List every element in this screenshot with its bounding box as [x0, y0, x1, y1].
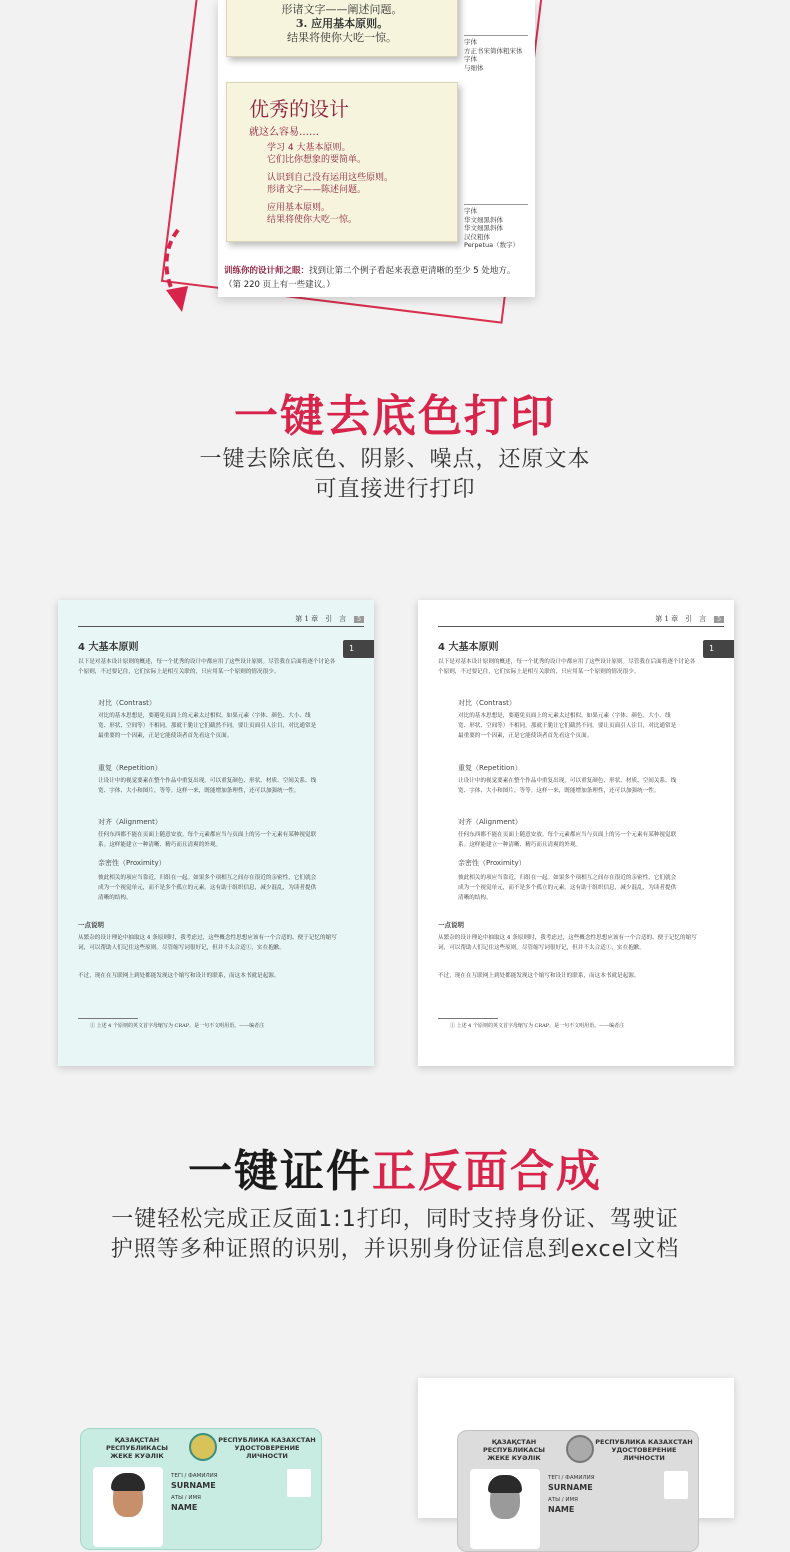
page-title: 4 大基本原则	[438, 642, 499, 653]
chapter-label: 第 1 章 引 言	[655, 615, 707, 623]
id-card-processed	[457, 1430, 699, 1552]
card-header-line: РЕСПУБЛИКА КАЗАХСТАН	[218, 1436, 316, 1444]
note-heading: 一点说明	[78, 921, 104, 929]
card-header-kz	[87, 1436, 187, 1460]
section-heading: 对齐（Alignment）	[98, 818, 162, 826]
name-value: NAME	[548, 1505, 575, 1514]
side-line: 汉仪粗体	[464, 232, 490, 241]
chapter-tab: 1	[343, 640, 374, 658]
section-text: 让设计中的视觉要素在整个作品中重复出现。可以重复颜色、形状、材质、空间关系、线宽、字体、大小和图片，等等。这样一来，既能增加条理性，还可以加强统一性。	[98, 778, 317, 794]
note-title: 优秀的设计	[249, 97, 349, 121]
side-line: 字体	[464, 38, 477, 46]
page-header	[78, 614, 364, 627]
card-header-ru	[594, 1438, 694, 1462]
note-text-2: 不过，现在在互联网上到处都能发现这个缩写和设计的联系，而这本书就是起源。	[438, 973, 640, 979]
surname-value: SURNAME	[171, 1481, 216, 1490]
section-heading: 对齐（Alignment）	[458, 818, 522, 826]
note-text-2: 不过，现在在互联网上到处都能发现这个缩写和设计的联系，而这本书就是起源。	[78, 973, 280, 979]
side-line: 与细体	[464, 63, 484, 72]
card-header-line: ҚАЗАҚСТАН РЕСПУБЛИКАСЫ	[105, 1436, 169, 1452]
portrait-photo	[470, 1469, 540, 1549]
footnote: ① 上述 4 个原则的英文首字母缩写为 CRAP，是一句不文明用语。——编者注	[450, 1023, 625, 1029]
id-card-original	[80, 1428, 322, 1550]
surname-label: ТЕГІ / ФАМИЛИЯ	[171, 1473, 218, 1479]
side-note-1	[464, 35, 528, 72]
doc-page-cleaned	[418, 600, 734, 1066]
card-header-line: ЖЕКЕ КУӘЛІК	[110, 1452, 164, 1460]
side-line: 华文细黑斜体	[464, 215, 503, 224]
card-header-kz	[464, 1438, 564, 1462]
card-header-line: УДОСТОВЕРЕНИЕ ЛИЧНОСТИ	[234, 1444, 300, 1460]
note-line: 应用基本原则。	[267, 203, 331, 213]
name-label: АТЫ / ИМЯ	[548, 1497, 579, 1503]
footnote-rule	[78, 1018, 138, 1019]
footnote: ① 上述 4 个原则的英文首字母缩写为 CRAP，是一句不文明用语。——编者注	[90, 1023, 265, 1029]
surname-label: ТЕГІ / ФАМИЛИЯ	[548, 1475, 595, 1481]
emblem-icon	[189, 1433, 217, 1461]
note-heading: 一点说明	[438, 921, 464, 929]
section-text: 对比的基本思想是，要避免页面上的元素太过相似。如果元素（字体、颜色、大小、线宽、形状、空间等）不相同，那就干脆让它们截然不同。要让页面引人注目，对比通常是最重要的一个因素，正是它能使读者首先看这个页面。	[98, 713, 317, 739]
section2-title-red: 正反面合成	[372, 1146, 602, 1197]
section1-title: 一键去底色打印	[234, 391, 556, 442]
note-text: 从繁杂的设计理论中抽取这 4 条原则时，我考虑过，这些概念性思想应该有一个合适的、便于记忆的缩写词，可以帮助人们记住这些原则。尽管缩写词很好记，但并不太合适①，实在抱歉。	[78, 935, 337, 951]
exercise-text	[224, 264, 528, 292]
section1-subtitle-line1: 一键去除底色、阴影、噪点，还原文本	[199, 447, 591, 472]
chapter-label: 第 1 章 引 言	[295, 615, 347, 623]
book-page	[218, 0, 535, 297]
name-label: АТЫ / ИМЯ	[171, 1495, 202, 1501]
side-line: 华文细黑斜体	[464, 224, 503, 232]
footnote-rule	[438, 1018, 498, 1019]
page-header	[438, 614, 724, 627]
intro-text: 以下是对基本设计原则的概述，每一个优秀的设计中都应用了这些设计原则。尽管我在后面将逐个讨论各个原则，不过要记住，它们实际上是相互关联的，只应用某一个原则的情况很少。	[78, 659, 336, 675]
section-text: 让设计中的视觉要素在整个作品中重复出现。可以重复颜色、形状、材质、空间关系、线宽、字体、大小和图片，等等。这样一来，既能增加条理性，还可以加强统一性。	[458, 778, 677, 794]
section-heading: 亲密性（Proximity）	[458, 859, 526, 867]
section-text: 彼此相关的项应当靠近，归组在一起。如果多个项相互之间存在很近的亲密性，它们就会成为一个视觉单元，而不是多个孤立的元素。这有助于组织信息，减少混乱，为读者提供清晰的结构。	[458, 875, 677, 901]
card-header-line: РЕСПУБЛИКА КАЗАХСТАН	[595, 1438, 693, 1446]
note-line: 它们比你想象的要简单。	[267, 155, 367, 165]
note-line: 认识到自己没有运用这些原则。	[267, 173, 394, 183]
exercise-label: 训练你的设计师之眼：	[224, 266, 310, 276]
side-note-2	[464, 204, 528, 250]
curved-arrow-icon	[158, 228, 198, 313]
page-number: 5	[354, 616, 364, 623]
note-subtitle: 就这么容易……	[249, 127, 319, 138]
hair-shape	[111, 1473, 145, 1491]
surname-value: SURNAME	[548, 1483, 593, 1492]
note-line: 结果将使你大吃一惊。	[267, 215, 358, 225]
name-value: NAME	[171, 1503, 198, 1512]
side-line: 字体	[464, 207, 477, 215]
card-header-line: ҚАЗАҚСТАН РЕСПУБЛИКАСЫ	[482, 1438, 546, 1454]
section2-subtitle-line2: 护照等多种证照的识别，并识别身份证信息到excel文档	[110, 1237, 680, 1262]
section-text: 对比的基本思想是，要避免页面上的元素太过相似。如果元素（字体、颜色、大小、线宽、形状、空间等）不相同，那就干脆让它们截然不同。要让页面引人注目，对比通常是最重要的一个因素，正是它能使读者首先看这个页面。	[458, 713, 677, 739]
exercise-body: 找到让第二个例子看起来表意更清晰的至少 5 处地方。（第 220 页上有一些建议。）	[224, 266, 516, 290]
section1-subtitle-line2: 可直接进行打印	[314, 477, 476, 502]
section-heading: 亲密性（Proximity）	[98, 859, 166, 867]
section-text: 任何东西都不能在页面上随意安放。每个元素都应当与页面上的另一个元素有某种视觉联系。这样能建立一种清晰、精巧而且清爽的外观。	[98, 832, 317, 848]
chapter-tab: 1	[703, 640, 734, 658]
section-heading: 重复（Repetition）	[458, 764, 522, 772]
side-line: 方正书宋简体粗宋体字体	[464, 46, 523, 63]
section-heading: 重复（Repetition）	[98, 764, 162, 772]
note-line: 3. 应用基本原则。	[295, 17, 389, 30]
mini-portrait	[287, 1469, 311, 1497]
note-line: 结果将使你大吃一惊。	[287, 31, 397, 44]
sticky-note-design	[226, 82, 458, 242]
section-heading: 对比（Contrast）	[458, 699, 516, 707]
mini-portrait	[664, 1471, 688, 1499]
intro-text: 以下是对基本设计原则的概述，每一个优秀的设计中都应用了这些设计原则。尽管我在后面将逐个讨论各个原则，不过要记住，它们实际上是相互关联的，只应用某一个原则的情况很少。	[438, 659, 696, 675]
page-title: 4 大基本原则	[78, 642, 139, 653]
section2-subtitle-line1: 一键轻松完成正反面1:1打印，同时支持身份证、驾驶证	[111, 1207, 679, 1232]
portrait-photo	[93, 1467, 163, 1547]
note-line: 学习 4 大基本原则。	[267, 143, 351, 153]
note-line: 形诸文字——陈述问题。	[267, 185, 367, 195]
section2-title	[0, 1135, 790, 1199]
note-line: 形诸文字——阐述问题。	[281, 3, 403, 16]
hair-shape	[488, 1475, 522, 1493]
side-line: Perpetua（数字）	[464, 241, 520, 249]
card-header-ru	[217, 1436, 317, 1460]
emblem-icon	[566, 1435, 594, 1463]
doc-page-original	[58, 600, 374, 1066]
section2-title-black: 一键证件	[188, 1146, 372, 1197]
section-text: 彼此相关的项应当靠近，归组在一起。如果多个项相互之间存在很近的亲密性，它们就会成为一个视觉单元，而不是多个孤立的元素。这有助于组织信息，减少混乱，为读者提供清晰的结构。	[98, 875, 317, 901]
card-header-line: УДОСТОВЕРЕНИЕ ЛИЧНОСТИ	[611, 1446, 677, 1462]
section-text: 任何东西都不能在页面上随意安放。每个元素都应当与页面上的另一个元素有某种视觉联系。这样能建立一种清晰、精巧而且清爽的外观。	[458, 832, 677, 848]
sticky-note-top	[226, 0, 458, 57]
section-heading: 对比（Contrast）	[98, 699, 156, 707]
note-text: 从繁杂的设计理论中抽取这 4 条原则时，我考虑过，这些概念性思想应该有一个合适的、便于记忆的缩写词，可以帮助人们记住这些原则。尽管缩写词很好记，但并不太合适①，实在抱歉。	[438, 935, 697, 951]
page-number: 5	[714, 616, 724, 623]
card-header-line: ЖЕКЕ КУӘЛІК	[487, 1454, 541, 1462]
